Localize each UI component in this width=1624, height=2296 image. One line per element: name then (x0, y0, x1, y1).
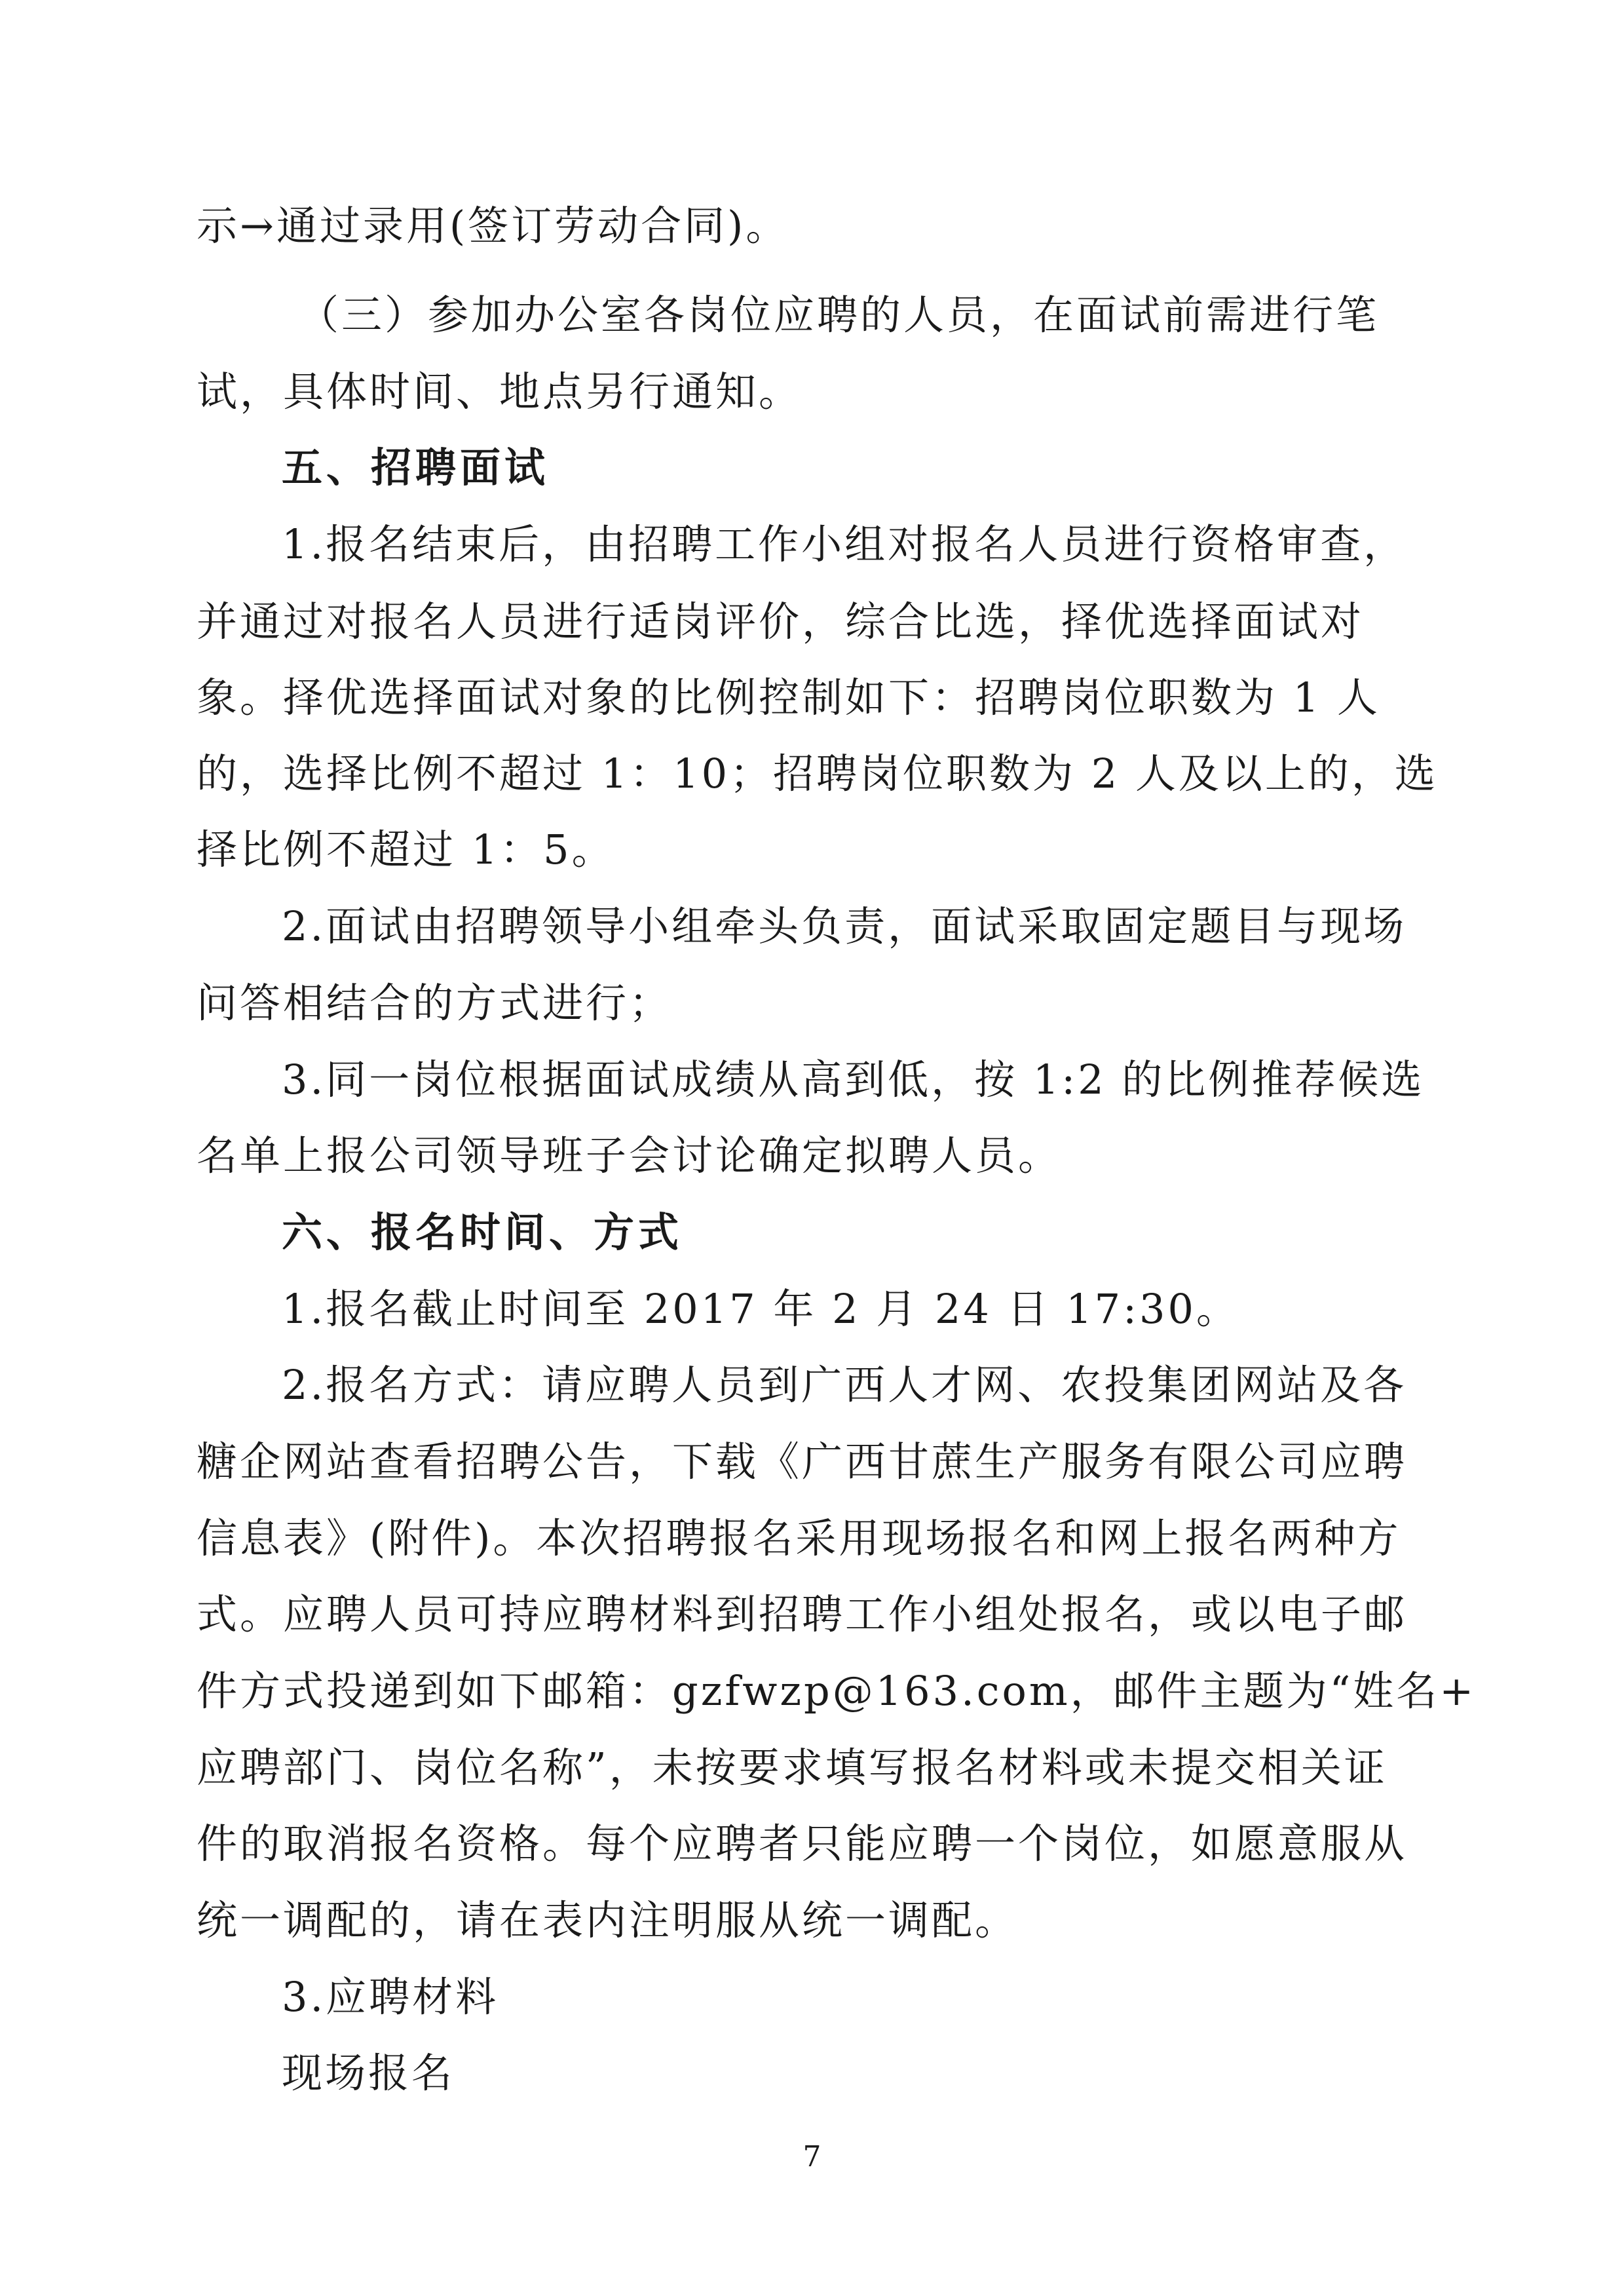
paragraph-line: 1.报名截止时间至 2017 年 2 月 24 日 17:30。 (282, 1285, 1239, 1333)
paragraph-line: 统一调配的，请在表内注明服从统一调配。 (197, 1896, 1019, 1944)
paragraph-line: 3.同一岗位根据面试成绩从高到低，按 1:2 的比例推荐候选 (282, 1056, 1425, 1103)
paragraph-line: 2.面试由招聘领导小组牵头负责，面试采取固定题目与现场 (282, 902, 1407, 950)
section-heading: 六、报名时间、方式 (282, 1208, 683, 1256)
paragraph-line: 的，选择比例不超过 1：10；招聘岗位职数为 2 人及以上的，选 (197, 750, 1438, 797)
paragraph-line: 件方式投递到如下邮箱：gzfwzp@163.com，邮件主题为“姓名+ (197, 1667, 1477, 1715)
paragraph-line: 应聘部门、岗位名称”，未按要求填写报名材料或未提交相关证 (197, 1744, 1388, 1791)
paragraph-line: 件的取消报名资格。每个应聘者只能应聘一个岗位，如愿意服从 (197, 1820, 1408, 1867)
paragraph-line: 糖企网站查看招聘公告，下载《广西甘蔗生产服务有限公司应聘 (197, 1438, 1408, 1485)
paragraph-line: 名单上报公司领导班子会讨论确定拟聘人员。 (197, 1132, 1062, 1179)
paragraph-line: 信息表》(附件)。本次招聘报名采用现场报名和网上报名两种方 (197, 1514, 1401, 1562)
paragraph-line: 示→通过录用(签订劳动合同)。 (197, 202, 789, 250)
page-number: 7 (803, 2140, 821, 2173)
paragraph-line: 并通过对报名人员进行适岗评价，综合比选，择优选择面试对 (197, 598, 1365, 645)
paragraph-line: 2.报名方式：请应聘人员到广西人才网、农投集团网站及各 (282, 1361, 1407, 1409)
paragraph-line: 3.应聘材料 (282, 1973, 499, 2021)
section-heading: 五、招聘面试 (282, 444, 550, 491)
paragraph-line: 1.报名结束后，由招聘工作小组对报名人员进行资格审查， (282, 520, 1407, 568)
paragraph-line: 现场报名 (282, 2049, 455, 2097)
paragraph-line: 象。择优选择面试对象的比例控制如下：招聘岗位职数为 1 人 (197, 674, 1380, 721)
paragraph-line: 式。应聘人员可持应聘材料到招聘工作小组处报名，或以电子邮 (197, 1590, 1408, 1638)
paragraph-line: 问答相结合的方式进行； (197, 979, 673, 1027)
paragraph-line: 择比例不超过 1：5。 (197, 826, 615, 873)
paragraph-line: （三）参加办公室各岗位应聘的人员，在面试前需进行笔 (298, 291, 1380, 339)
paragraph-line: 试，具体时间、地点另行通知。 (197, 368, 803, 415)
